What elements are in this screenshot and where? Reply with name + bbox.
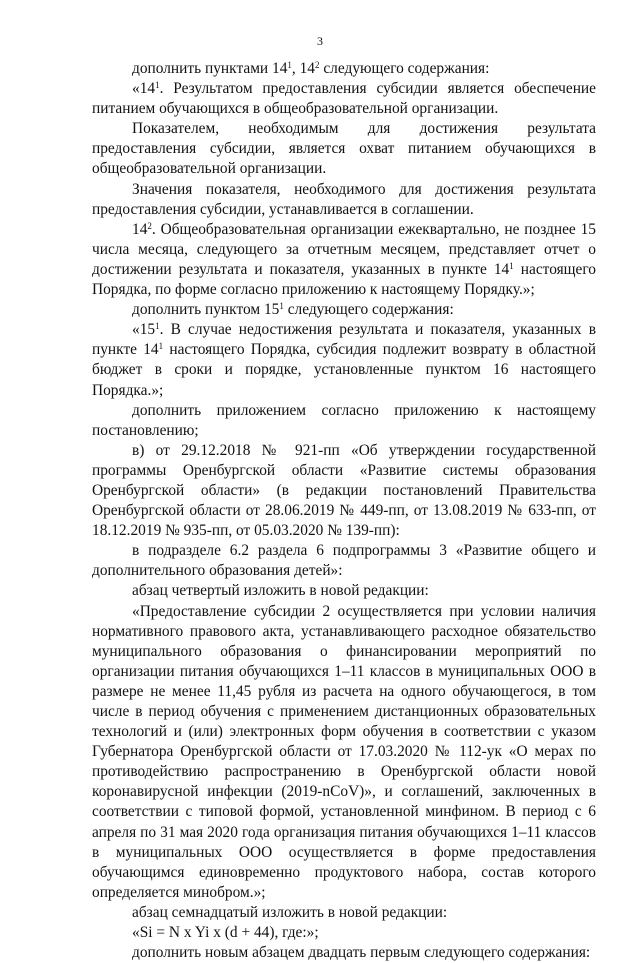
superscript-index: 1 [279,301,284,312]
paragraph [92,119,596,179]
paragraph-text: «15 [132,321,156,339]
paragraph-text: Показателем, необходимым для достижения результата предоставления субсидии, является охват питанием обучающихся в общеобразовательной организации. [92,120,596,178]
paragraph-text: дополнить новым абзацем двадцать первым следующего содержания: [132,944,591,962]
paragraph-text: . В случае недостижения результата и показателя, указанных в пункте 14 [92,321,596,359]
paragraph [92,903,596,923]
paragraph-text: дополнить приложением согласно приложению к настоящему постановлению; [92,401,596,439]
paragraph [92,59,596,79]
paragraph-text: Значения показателя, необходимого для достижения результата предоставления субсидии, устанавливается в соглашении. [92,180,596,218]
paragraph-text: «Si = N x Yi x (d + 44), где:»; [132,924,319,942]
paragraph [92,300,596,320]
page-number: 3 [317,34,323,48]
document-body [92,59,596,963]
paragraph [92,943,596,963]
paragraph [92,320,596,400]
paragraph [92,602,596,903]
superscript-index: 1 [509,260,514,271]
superscript-index: 2 [147,220,152,231]
paragraph-text: абзац семнадцатый изложить в новой редакции: [132,903,448,921]
paragraph-text: «Предоставление субсидии 2 осуществляется при условии наличия нормативного правового акта, устанавливающего расходное обязательство муниципального образования о финансировании мероприятий по организации питания обучающихся 1–11 классов в муниципальных ООО в размере не менее 11,45 рубля из расчета на одного обучающегося, в том числе в период обучения с применением дистанционных образовательных технологий и (или) электронных форм обучения в соответствии с указом Губернатора Оренбургской области от 17.03.2020 № 112-ук «О мерах по противодействию распространению в Оренбургской области новой коронавирусной инфекции (2019-nCoV)», и соглашений, заключенных в соответствии с типовой формой, установленной минфином. В период с 6 апреля по 31 мая 2020 года организация питания обучающихся 1–11 классов в муниципальных ООО осуществляется в форме предоставления обучающимся единовременно продуктового набора, состав которого определяется минобром.»; [92,602,596,901]
paragraph [92,581,596,601]
paragraph-text: дополнить пунктом 15 [132,301,280,319]
superscript-index: 1 [155,321,160,332]
superscript-index: 1 [158,341,164,352]
paragraph [92,220,596,300]
paragraph-text: следующего содержания: [319,60,490,77]
paragraph-text: следующего содержания: [283,301,454,319]
paragraph-text: настоящего Порядка, по форме согласно приложению к настоящему Порядку.»; [92,260,596,299]
paragraph [92,541,596,581]
paragraph [92,79,596,119]
paragraph-text: в) от 29.12.2018 № 921-пп «Об утверждении государственной программы Оренбургской области «Развитие системы образования Оренбургской области» (в редакции постановлений Правительства Оренбургской области от 28.06.2019 № 449-пп, от 13.08.2019 № 633-пп, от 18.12.2019 № 935-пп, от 05.03.2020 № 139-пп): [92,441,596,540]
paragraph-text: настоящего Порядка, субсидия подлежит возврату в областной бюджет в сроки и порядке, установленные пунктом 16 настоящего Порядка.»; [92,341,596,399]
paragraph-text: дополнить пунктами 14 [132,60,288,77]
paragraph [92,180,596,220]
paragraph-text: в подразделе 6.2 раздела 6 подпрограммы 3 «Развитие общего и дополнительного образования детей»: [92,542,596,580]
paragraph-text: 14 [132,220,148,238]
paragraph-text: «14 [132,80,156,98]
superscript-index: 2 [315,60,320,70]
paragraph-text: абзац четвертый изложить в новой редакции: [132,582,429,600]
paragraph [92,923,596,943]
superscript-index: 1 [287,60,292,70]
superscript-index: 1 [155,80,160,91]
paragraph [92,441,596,541]
paragraph-text: . Общеобразовательная организации ежеквартально, не позднее 15 числа месяца, следующего за отчетным месяцем, представляет отчет о достижении результата и показателя, указанных в пункте 14 [92,220,596,278]
paragraph-text: . Результатом предоставления субсидии является обеспечение питанием обучающихся в общеобразовательной организации. [92,80,596,118]
paragraph [92,401,596,441]
paragraph-text: , 14 [291,60,315,77]
